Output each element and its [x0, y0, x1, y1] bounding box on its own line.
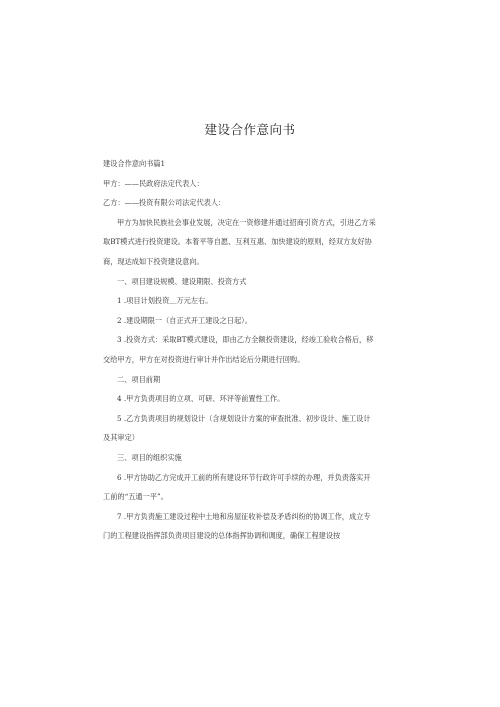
- text-line: 6 .甲方协助乙方完成开工前的所有建设环节行政许可手续的办理，并负责落实开: [117, 472, 371, 482]
- text-line: 取BT模式进行投资建设。本着平等自愿、互利互惠、加快建设的原则，经双方友好协: [103, 237, 372, 247]
- text-line: 5 .乙方负责项目的规划设计（含规划设计方案的审查批准、初步设计、施工设计: [117, 413, 371, 423]
- text-line: 乙方：——投资有限公司法定代表人：: [103, 198, 226, 208]
- text-line: 及其审定）: [103, 433, 139, 443]
- text-line: 建设合作意向书篇1: [103, 159, 166, 168]
- text-line: 3 .投资方式：采取BT模式建设，即由乙方全额投资建设，经竣工验收合格后，移: [117, 335, 374, 345]
- document-title: 建设合作意向书: [204, 122, 296, 137]
- text-line: 门的工程建设指挥部负责项目建设的总体指挥协调和调度，确保工程建设按: [103, 531, 341, 541]
- section-heading: 一、项目建设规模、建设期限、投资方式: [117, 276, 247, 286]
- section-heading: 二、项目前期: [117, 374, 161, 384]
- text-line: 商，现达成如下投资建设意向。: [103, 256, 204, 266]
- text-line: 2 .建设期限一（自正式开工建设之日起）。: [117, 315, 252, 325]
- text-line: 7 .甲方负责施工建设过程中土地和房屋征收补偿及矛盾纠纷的协调工作，成立专: [117, 511, 371, 521]
- text-line: 甲方：——民政府法定代表人：: [103, 178, 204, 188]
- text-line: 交给甲方，甲方在对投资进行审计并作出结论后分期进行回购。: [103, 354, 305, 364]
- document-body: [103, 154, 413, 546]
- text-line: 工前的“五通一平”。: [103, 492, 168, 502]
- text-line: 4 .甲方负责项目的立项、可研、环评等前置性工作。: [117, 394, 285, 404]
- text-line: 1 .项目计划投资＿万元左右。: [117, 296, 213, 306]
- section-heading: 三、项目的组织实施: [117, 452, 182, 462]
- text-line: 甲方为加快民族社会事业发展，决定在一资修建并通过招商引资方式，引进乙方采: [117, 217, 376, 227]
